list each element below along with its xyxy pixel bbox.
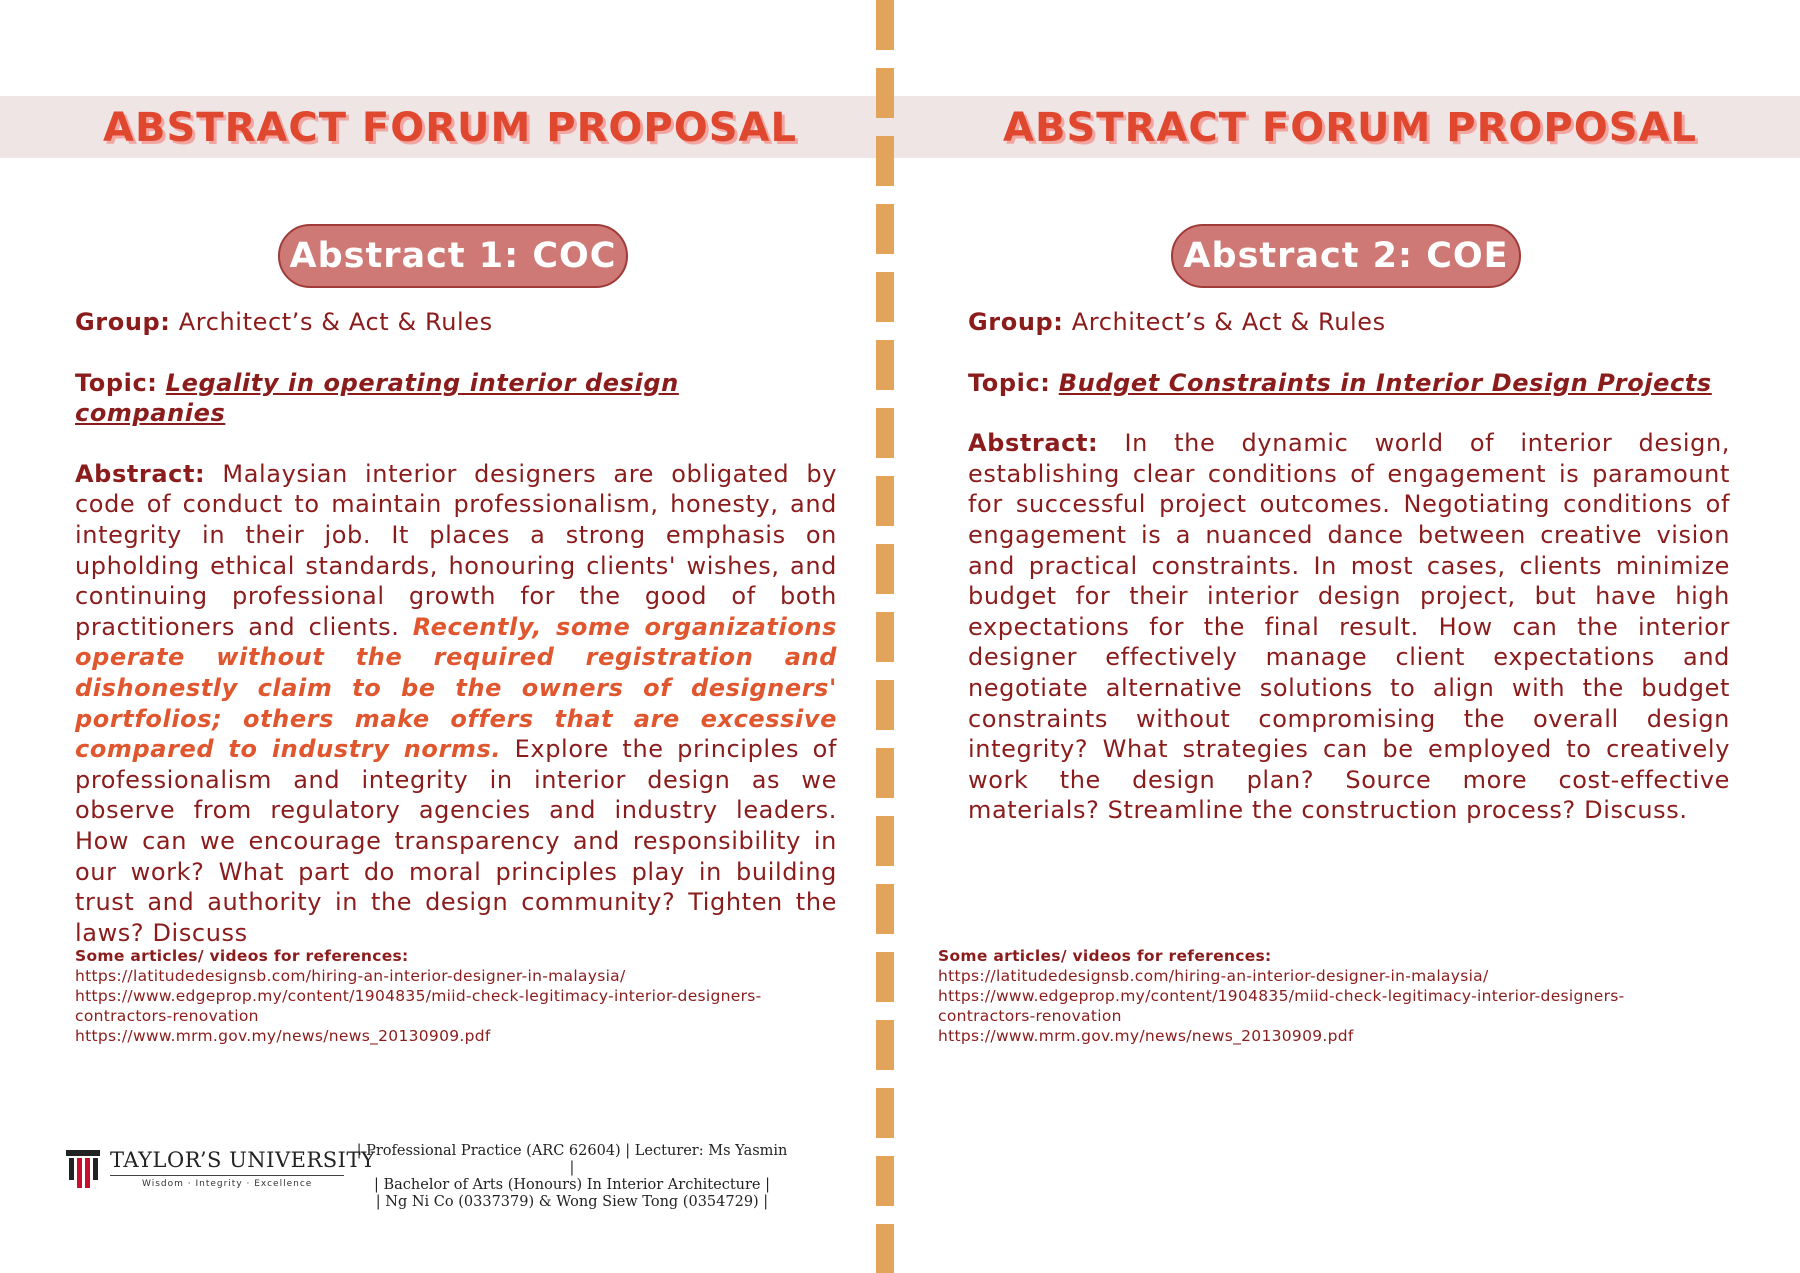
group-line: [75, 307, 837, 338]
university-logo: [66, 1148, 376, 1196]
abstract-1-title: Abstract 1: COC: [278, 224, 628, 288]
reference-link[interactable]: https://www.mrm.gov.my/news/news_20130909.pdf: [938, 1027, 1354, 1045]
group-line: [968, 307, 1730, 338]
logo-tagline: Wisdom · Integrity · Excellence: [142, 1179, 313, 1189]
reference-link[interactable]: https://latitudedesignsb.com/hiring-an-interior-designer-in-malaysia/: [938, 967, 1489, 985]
logo-rule: [110, 1175, 344, 1176]
abstract-2-column: [968, 307, 1730, 856]
references-heading: Some articles/ videos for references:: [938, 947, 1272, 965]
group-value: Architect’s & Act & Rules: [178, 308, 493, 336]
abstract-part-2: Explore the principles of professionalism and integrity in interior design as we observe from regulatory agencies and industry leaders. How can we encourage transparency and responsibility in our work? What part do moral principles play in building trust and authority in the design community? Tighten the laws? Discuss: [75, 735, 838, 947]
abstract-label: Abstract:: [75, 459, 206, 488]
logo-name: TAYLOR’S UNIVERSITY: [110, 1148, 376, 1172]
abstract-label: Abstract:: [968, 429, 1099, 458]
references-left: [75, 946, 835, 1046]
abstract-1-column: [75, 307, 837, 978]
course-line: | Professional Practice (ARC 62604) | Lecturer: Ms Yasmin |: [356, 1143, 788, 1176]
topic-label: Topic:: [75, 368, 158, 397]
abstract-highlight: Recently, some organizations operate without the required registration and dishonestly claim to be the owners of designers' portfolios; others make offers that are excessive compared to industry norms.: [75, 612, 837, 764]
reference-link[interactable]: https://latitudedesignsb.com/hiring-an-interior-designer-in-malaysia/: [75, 967, 626, 985]
reference-link[interactable]: https://www.edgeprop.my/content/1904835/miid-check-legitimacy-interior-designers-contractors-renovation: [75, 987, 762, 1025]
abstract-text: [968, 428, 1730, 826]
topic-line: [75, 368, 837, 429]
page-title-left: ABSTRACT FORUM PROPOSAL: [103, 105, 797, 151]
abstract-part-1: Malaysian interior designers are obligated by code of conduct to maintain professionalism, honesty, and integrity in their job. It places a strong emphasis on upholding ethical standards, honouring clients' wishes, and continuing professional growth for the good of both practitioners and clients.: [75, 459, 837, 641]
topic-label: Topic:: [968, 368, 1051, 397]
programme-line: | Bachelor of Arts (Honours) In Interior Architecture |: [374, 1177, 770, 1193]
group-label: Group:: [968, 308, 1064, 336]
abstract-text: [75, 459, 837, 949]
reference-link[interactable]: https://www.edgeprop.my/content/1904835/miid-check-legitimacy-interior-designers-contractors-renovation: [938, 987, 1625, 1025]
topic-line: [968, 368, 1730, 399]
references-right: [938, 946, 1698, 1046]
page-divider: [876, 0, 894, 1273]
authors-line: | Ng Ni Co (0337379) & Wong Siew Tong (0354729) |: [375, 1194, 769, 1210]
abstract-2-title: Abstract 2: COE: [1171, 224, 1521, 288]
page-title-right: ABSTRACT FORUM PROPOSAL: [1003, 105, 1697, 151]
topic-value: Budget Constraints in Interior Design Projects: [1058, 368, 1712, 397]
abstract-body: In the dynamic world of interior design, establishing clear conditions of engagement is paramount for successful project outcomes. Negotiating conditions of engagement is a nuanced dance between creative vision and practical constraints. In most cases, clients minimize budget for their interior design project, but have high expectations for the final result. How can the interior designer effectively manage client expectations and negotiate alternative solutions to align with the budget constraints without compromising the overall design integrity? What strategies can be employed to creatively work the design plan? Source more cost-effective materials? Streamline the construction process? Discuss.: [968, 429, 1730, 825]
course-info: [352, 1143, 792, 1211]
taylors-university-logo-icon: [66, 1150, 100, 1188]
topic-value: Legality in operating interior design companies: [75, 368, 679, 428]
group-label: Group:: [75, 308, 171, 336]
group-value: Architect’s & Act & Rules: [1071, 308, 1386, 336]
reference-link[interactable]: https://www.mrm.gov.my/news/news_20130909.pdf: [75, 1027, 491, 1045]
references-heading: Some articles/ videos for references:: [75, 947, 409, 965]
